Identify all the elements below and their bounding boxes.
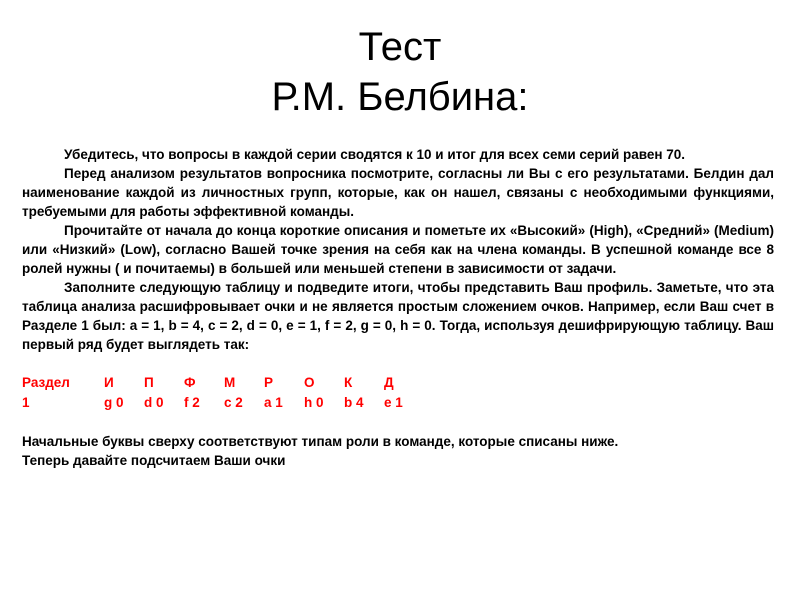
table-cell: 1 xyxy=(22,395,30,410)
body-text xyxy=(22,145,774,470)
footer-text xyxy=(22,432,774,470)
table-header-cell: П xyxy=(144,375,154,390)
table-header-cell: Д xyxy=(384,375,394,390)
footer-line-score: Теперь давайте подсчитаем Ваши очки xyxy=(22,453,286,468)
table-cell: e 1 xyxy=(384,395,403,410)
table-cell: b 4 xyxy=(344,395,364,410)
table-cell: c 2 xyxy=(224,395,243,410)
table-header-cell: М xyxy=(224,375,236,390)
example-table-row xyxy=(22,393,774,413)
paragraph-analysis: Перед анализом результатов вопросника посмотрите, согласны ли Вы с его результатами. Белдин дал наименование каждой из личностных групп, которые, как он нашел, связаны с необходимыми функциями, требуемыми для работы эффективной команды. xyxy=(22,166,774,219)
table-cell: d 0 xyxy=(144,395,164,410)
table-header-cell: К xyxy=(344,375,353,390)
title-line-1: Тест xyxy=(358,25,442,69)
footer-line-roles: Начальные буквы сверху соответствуют типам роли в команде, которые списаны ниже. xyxy=(22,434,619,449)
table-header-cell: Р xyxy=(264,375,274,390)
slide-title xyxy=(0,22,800,122)
table-header-cell: Ф xyxy=(184,375,196,390)
table-cell: a 1 xyxy=(264,395,283,410)
table-header-cell: Раздел xyxy=(22,375,70,390)
table-cell: h 0 xyxy=(304,395,324,410)
table-header-cell: О xyxy=(304,375,315,390)
title-line-2: Р.М. Белбина: xyxy=(271,75,529,119)
table-cell: f 2 xyxy=(184,395,200,410)
table-header-cell: И xyxy=(104,375,114,390)
table-cell: g 0 xyxy=(104,395,124,410)
example-table-header xyxy=(22,373,774,393)
example-table xyxy=(22,373,774,413)
paragraph-descriptions: Прочитайте от начала до конца короткие описания и пометьте их «Высокий» (High), «Средний» (Medium) или «Низкий» (Low), согласно Вашей точке зрения на себя как на члена команды. В успешной команде все 8 ролей нужны ( и почитаемы) в большей или меньшей степени в зависимости от задачи. xyxy=(22,223,774,276)
paragraph-table-guide: Заполните следующую таблицу и подведите итоги, чтобы представить Ваш профиль. Заметьте, что эта таблица анализа расшифровывает очки и не является простым сложением очков. Например, если Ваш счет в Разделе 1 был: a = 1, b = 4, c = 2, d = 0, e = 1, f = 2, g = 0, h = 0. Тогда, используя дешифрирующую таблицу. Ваш первый ряд будет выглядеть так: xyxy=(22,280,774,352)
paragraph-instructions: Убедитесь, что вопросы в каждой серии сводятся к 10 и итог для всех семи серий равен 70. xyxy=(64,147,686,162)
